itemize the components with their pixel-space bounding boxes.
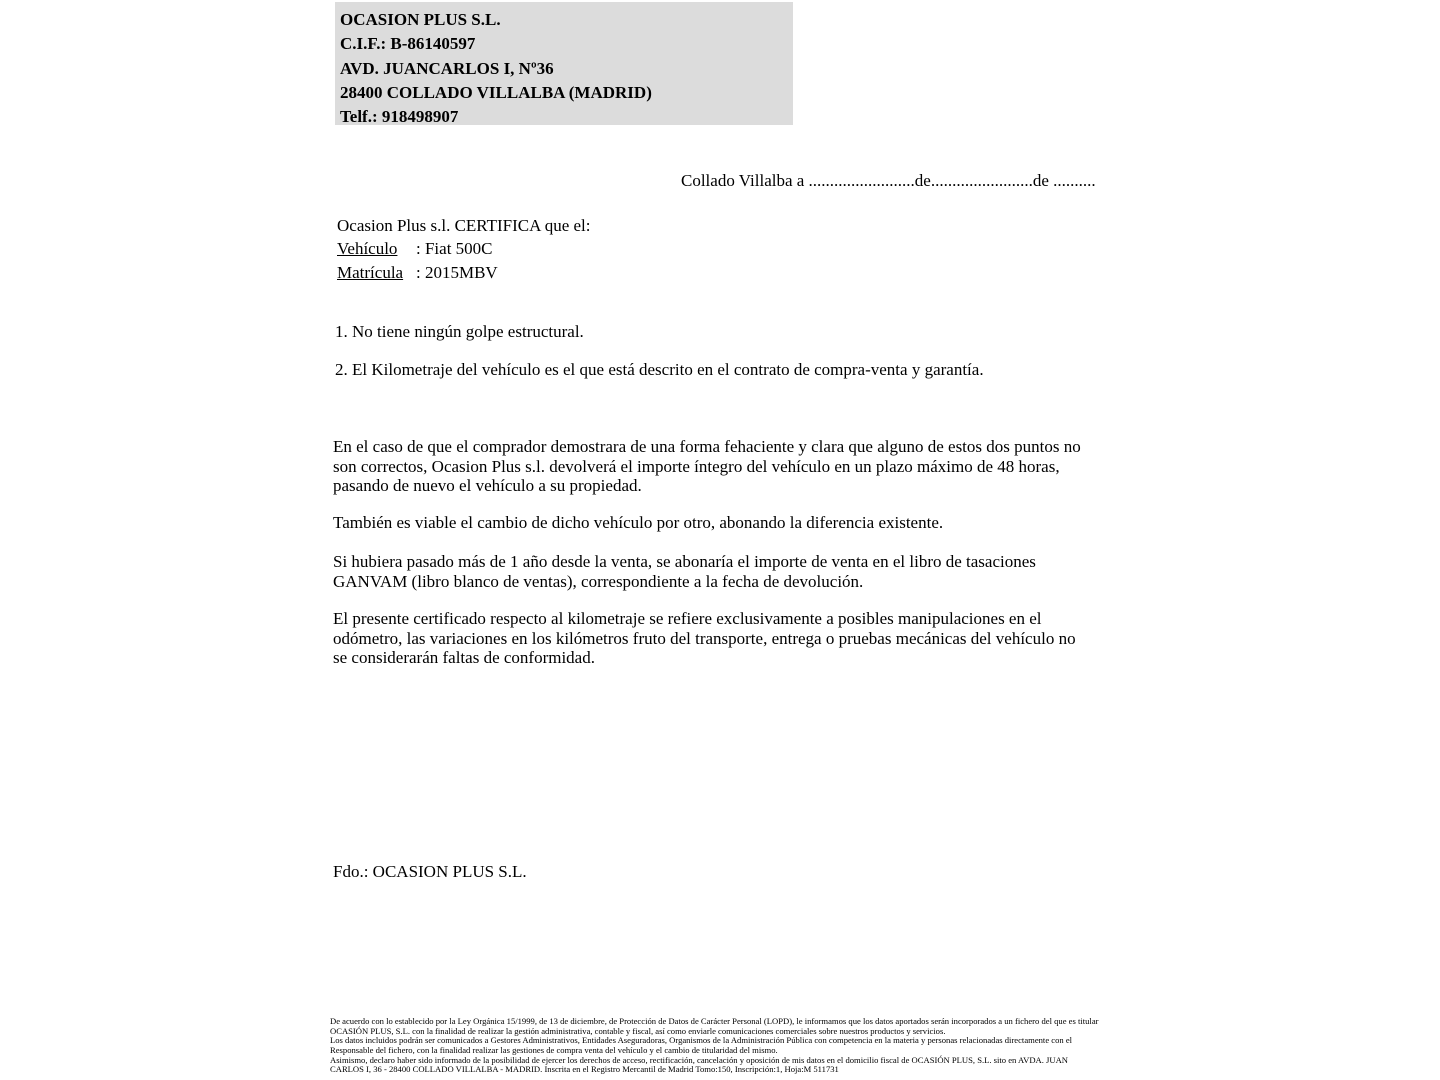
text-line: Responsable del fichero, con la finalidad realizar las gestiones de compra venta del vehículo y el cambio de titularidad del mismo. <box>330 1044 778 1055</box>
text-line: son correctos, Ocasion Plus s.l. devolverá el importe íntegro del vehículo en un plazo máximo de 48 horas, <box>333 456 1060 476</box>
signature-line: Fdo.: OCASION PLUS S.L. <box>333 862 527 881</box>
date-line: Collado Villalba a .........................de........................de .......... <box>681 171 1096 190</box>
text-line: En el caso de que el comprador demostrara de una forma fehaciente y clara que alguno de estos dos puntos no <box>333 437 1081 456</box>
paragraph-refund-terms <box>333 437 1081 496</box>
text-line: Los datos incluidos podrán ser comunicados a Gestores Administrativos, Entidades Aseguradoras, Organismos de la Administración Pública con competencia en la materia y personas relacionadas directamente con el <box>330 1035 1073 1046</box>
text-line: Telf.: 918498907 <box>340 107 459 127</box>
plate-row <box>337 261 591 284</box>
text-line: 1. No tiene ningún golpe estructural. <box>335 322 584 341</box>
text-line: OCASIÓN PLUS, S.L. con la finalidad de realizar la gestión administrativa, contable y fiscal, así como enviarle comunicaciones comerciales sobre nuestros productos y servicios. <box>330 1025 946 1036</box>
certification-intro: Ocasion Plus s.l. CERTIFICA que el: <box>337 216 591 235</box>
paragraph-ganvam-valuation <box>333 552 1036 591</box>
paragraph-exchange-option <box>333 513 943 533</box>
clause-mileage <box>335 360 984 380</box>
company-header-box <box>335 2 793 125</box>
vehicle-label: Vehículo <box>337 239 398 259</box>
text-line: Si hubiera pasado más de 1 año desde la venta, se abonaría el importe de venta en el libro de tasaciones <box>333 552 1036 571</box>
text-line: 2. El Kilometraje del vehículo es el que está descrito en el contrato de compra-venta y garantía. <box>335 360 984 379</box>
legal-footer <box>330 1017 1099 1075</box>
certification-block <box>337 214 591 284</box>
plate-value: : 2015MBV <box>416 262 498 282</box>
text-line: GANVAM (libro blanco de ventas), correspondiente a la fecha de devolución. <box>333 571 864 591</box>
text-line: Asimismo, declaro haber sido informado de la posibilidad de ejercer los derechos de acceso, rectificación, cancelación y oposición de mis datos en el domicilio fiscal de OCASIÓN PLUS, S.L. sito en AVDA. JUAN <box>330 1054 1069 1065</box>
text-line: AVD. JUANCARLOS I, Nº36 <box>340 58 554 78</box>
text-line: También es viable el cambio de dicho vehículo por otro, abonando la diferencia existente. <box>333 513 944 532</box>
text-line: C.I.F.: B-86140597 <box>340 34 476 54</box>
text-line: pasando de nuevo el vehículo a su propiedad. <box>333 476 642 495</box>
text-line: OCASION PLUS S.L. <box>340 10 501 29</box>
text-line: 28400 COLLADO VILLALBA (MADRID) <box>340 82 652 102</box>
text-line: El presente certificado respecto al kilometraje se refiere exclusivamente a posibles manipulaciones en el <box>333 609 1042 628</box>
plate-label: Matrícula <box>337 262 404 282</box>
paragraph-odometer-disclaimer <box>333 609 1076 668</box>
text-line: se considerarán faltas de conformidad. <box>333 648 595 667</box>
vehicle-value: : Fiat 500C <box>416 239 493 259</box>
text-line: odómetro, las variaciones en los kilómetros fruto del transporte, entrega o pruebas mecánicas del vehículo no <box>333 628 1076 648</box>
vehicle-row <box>337 237 591 260</box>
text-line: CARLOS I, 36 - 28400 COLLADO VILLALBA - MADRID. Inscrita en el Registro Mercantil de Madrid Tomo:150, Inscripción:1, Hoja:M 511731 <box>330 1064 839 1075</box>
clause-structural-damage <box>335 322 584 342</box>
text-line: De acuerdo con lo establecido por la Ley Orgánica 15/1999, de 13 de diciembre, de Protección de Datos de Carácter Personal (LOPD), le informamos que los datos aportados serán incorporados a un fichero del que es titular <box>330 1016 1099 1026</box>
